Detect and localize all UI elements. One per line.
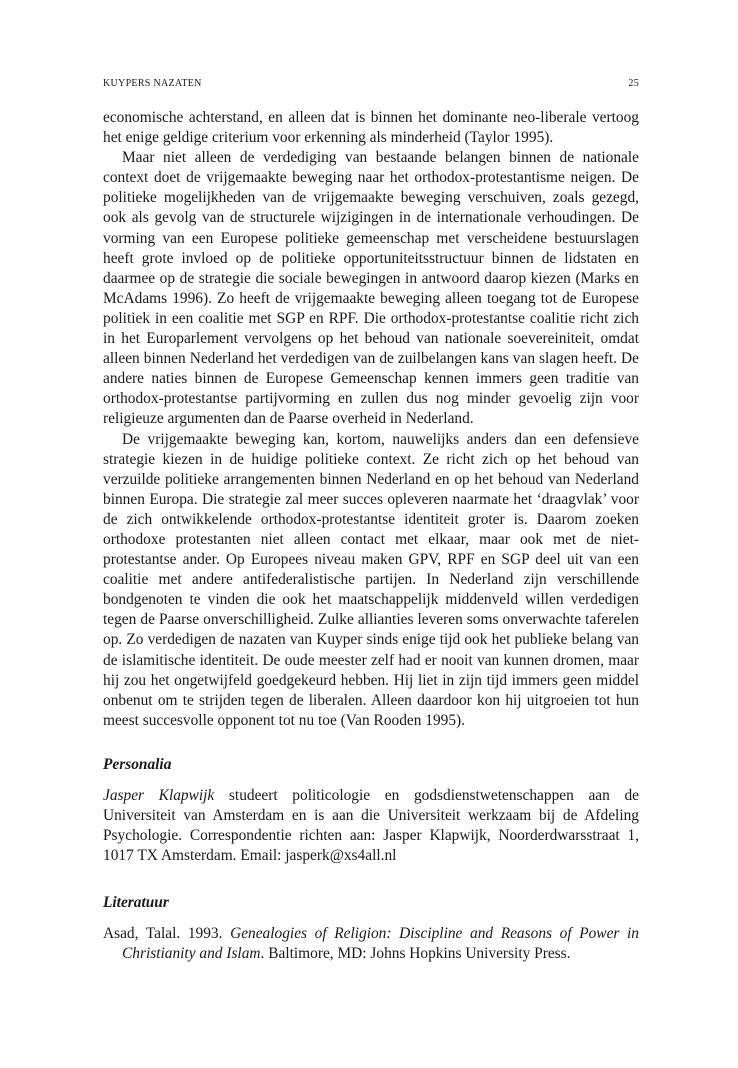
personalia-heading: Personalia (103, 756, 172, 773)
body-text (103, 108, 639, 731)
paragraph-strategy: De vrijgemaakte beweging kan, kortom, nauwelijks anders dan een defensieve strategie kiezen in de huidige politieke context. Ze richt zich op het behoud van verzuilde politieke arrangementen binnen Nederland en op het behoud van Nederland binnen Europa. Die strategie zal meer succes opleveren naarmate het ‘draagvlak’ voor de zich ontwikkelende orthodox-protestantse identiteit groter is. Daarom zoeken orthodoxe protestanten niet alleen contact met elkaar, maar ook met de niet-protestantse ander. Op Europees niveau maken GPV, RPF en SGP deel uit van een coalitie met andere antifederalistische partijen. In Nederland zijn verschillende bondgenoten te vinden die ook het maatschappelijk middenveld willen verdedigen tegen de Paarse onverschilligheid. Zulke allianties leveren soms onverwachte taferelen op. Zo verdedigen de nazaten van Kuyper sinds enige tijd ook het publieke belang van de islamitische identiteit. De oude meester zelf had er nooit van kunnen dromen, maar hij zou het ongetwijfeld goedgekeurd hebben. Hij liet in zijn tijd immers geen middel onbenut om te strijden tegen de liberalen. Alleen daardoor kon hij uitgroeien tot hun meest succesvolle opponent tot nu toe (Van Rooden 1995). (103, 430, 639, 729)
paragraph-continuation: economische achterstand, en alleen dat is binnen het dominante neo-liberale vertoog het enige geldige criterium voor erkenning als minderheid (Taylor 1995). (103, 109, 639, 147)
personalia-text (103, 786, 639, 866)
literatuur-heading: Literatuur (103, 894, 169, 911)
page-number: 25 (628, 78, 639, 89)
author-bio: studeert politicologie en godsdienstwetenschappen aan de Universiteit van Amsterdam en is aan die Universiteit werkzaam bij de Afdeling Psychologie. Correspondentie richten aan: Jasper Klapwijk, Noorderdwarsstraat 1, 1017 TX Amsterdam. Email: jasperk@xs4all.nl (103, 787, 639, 864)
reference-title: Genealogies of Religion: Discipline and Reasons of Power in Christianity and Islam (122, 925, 639, 962)
running-head (103, 78, 639, 94)
paragraph-europe: Maar niet alleen de verdediging van bestaande belangen binnen de nationale context doet de vrijgemaakte beweging naar het orthodox-protestantisme neigen. De politieke mogelijkheden van de vrijgemaakte beweging verschuiven, zoals gezegd, ook als gevolg van de structurele wijzigingen in de internationale verhoudingen. De vorming van een Europese politieke gemeenschap met verscheidene bestuurslagen heeft grote invloed op de politieke opportuniteitsstructuur binnen de lidstaten en daarmee op de strategie die sociale bewegingen in antwoord daarop kiezen (Marks en McAdams 1996). Zo heeft de vrijgemaakte beweging alleen toegang tot de Europese politiek in een coalitie met SGP en RPF. Die orthodox-protestantse coalitie richt zich in het Europarlement vervolgens op het behoud van nationale soevereiniteit, omdat alleen binnen Nederland het verdedigen van de zuilbelangen kans van slagen heeft. De andere naties binnen de Europese Gemeenschap kennen immers geen traditie van orthodox-protestantse partijvorming en zullen dus nog minder gevoelig zijn voor religieuze argumenten dan de Paarse overheid in Nederland. (103, 149, 639, 428)
author-name: Jasper Klapwijk (103, 787, 215, 804)
reference-entry (103, 924, 639, 964)
running-title: KUYPERS NAZATEN (103, 78, 202, 89)
reference-publisher: . Baltimore, MD: Johns Hopkins University Press. (260, 945, 571, 962)
reference-author-year: Asad, Talal. 1993. (103, 925, 231, 942)
